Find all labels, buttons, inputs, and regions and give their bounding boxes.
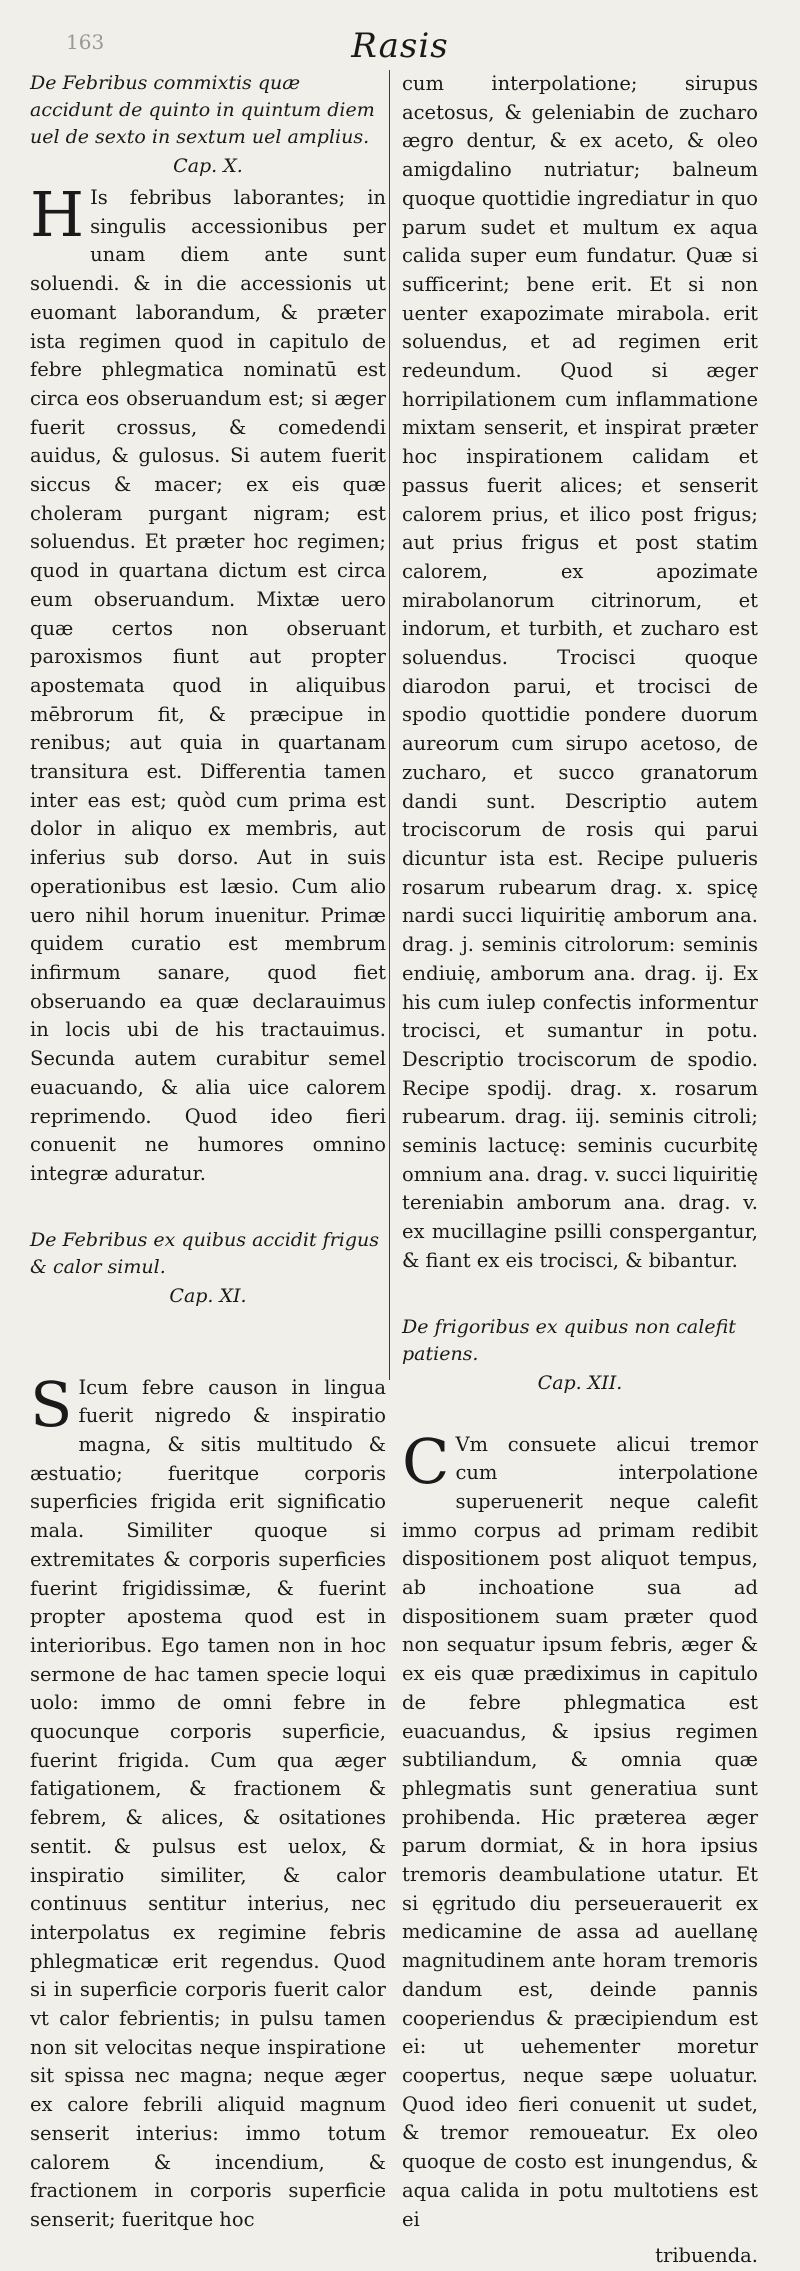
- chapter-xi-initial: S: [30, 1367, 73, 1441]
- chapter-xii-title: De frigoribus ex quibus non calefit patiens.: [402, 1315, 736, 1365]
- section-gap: [402, 1401, 758, 1431]
- chapter-xii-ending: tribuenda.: [655, 2244, 758, 2268]
- chapter-xii-body: [402, 1424, 758, 2235]
- chapter-xi-continuation: cum interpolatione; sirupus acetosus, & geleniabin de zucharo ægro dentur, & ex aceto, & oleo amigdalino nutriatur; balneum quoque quottidie ingrediatur in quo parum sudet et multum ex aqua calida super eum fundatur. Quæ si sufficerint; bene erit. Et si non uenter exapozimate mirabola. erit soluendus, et ad regimen erit redeundum. Quod si æger horripilationem cum inflammatione mixtam senserit, et inspirat præter hoc inspirationem calidam et passus fuerit alices; et senserit calorem prius, et ilico post frigus; aut prius frigus et post statim calorem, ex apozimate mirabolanorum citrinorum, et indorum, et turbith, et zucharo est soluendus. Trocisci quoque diarodon parui, et trocisci de spodio quottidie pondere duorum aureorum cum sirupo acetoso, de zucharo, et succo granatorum dandi sunt. Descriptio autem trociscorum de rosis qui parui dicuntur ista est. Recipe pulueris rosarum rubearum drag. x. spicę nardi succi liquiritię amborum ana. drag. j. seminis citrolorum: seminis endiuię, amborum ana. drag. ij. Ex his cum iulep confectis informentur trocisci, et sumantur in potu. Descriptio trociscorum de spodio. Recipe spodij. drag. x. rosarum rubearum. drag. iij. seminis citroli; seminis lactucę: seminis cucurbitę omnium ana. drag. v. succi liquiritię tereniabin amborum ana. drag. v. ex mucillagine psilli conspergantur, & fiant ex eis trocisci, & bibantur.: [402, 72, 758, 1272]
- chapter-xi-body: [30, 1367, 386, 2235]
- chapter-x-number: Cap. X.: [173, 155, 243, 177]
- chapter-x-initial: H: [30, 178, 85, 251]
- chapter-x-text: Is febribus laborantes; in singulis accessionibus per unam diem ante sunt soluendi. & in die accessionis ut euomant laborandum, & præter ista regimen quod in capitulo de febre phlegmatica nominatū est circa eos obseruandum est; si æger fuerit crossus, & comedendi auidus, & gulosus. Si autem fuerit siccus & macer; ex eis quæ choleram purgant nigram; est soluendus. Et præter hoc regimen; quod in quartana dictum est circa eum obseruandum. Mixtæ uero quæ certos non obseruant paroxismos fiunt aut propter apostemata quod in aliquibus mēbrorum fit, & præcipue in renibus; aut quia in quartanam transitura est. Differentia tamen inter eas est; quòd cum prima est dolor in aliquo ex membris, aut inferius sub dorso. Aut in suis operationibus est læsio. Cum alio uero nihil horum inuenitur. Primæ quidem curatio est membrum infirmum sanare, quod fiet obseruando ea quæ declarauimus in locis ubi de his tractauimus. Secunda autem curabitur semel euacuando, & alia uice calorem reprimendo. Quod ideo fieri conuenit ne humores omnino integræ aduratur.: [30, 186, 386, 1185]
- section-gap: [30, 1314, 386, 1374]
- section-gap: [402, 1284, 758, 1314]
- chapter-x-body: [30, 178, 386, 1189]
- left-column: [30, 70, 386, 2243]
- right-column: [402, 70, 758, 2271]
- chapter-x-title: De Febribus commixtis quæ accidunt de quinto in quintum diem uel de sexto in sextum uel amplius.: [30, 72, 375, 148]
- chapter-xi-number: Cap. XI.: [169, 1284, 247, 1307]
- column-divider: [389, 70, 390, 1380]
- chapter-xi-heading: [30, 1227, 386, 1310]
- page-number: 163: [66, 30, 105, 54]
- chapter-xii-heading: [402, 1314, 758, 1397]
- chapter-xii-text: Vm consuete alicui tremor cum interpolatione superuenerit neque calefit immo corpus ad primam redibit dispositionem post aliquot tempus, ab inchoatione sua ad dispositionem suam præter quod non sequatur ipsum febris, æger & ex eis quæ prædiximus in capitulo de febre phlegmatica est euacuandus, & ipsius regimen subtiliandum, & omnia quæ phlegmatis sunt generatiua sunt prohibenda. Hic præterea æger parum dormiat, & in hora ipsius tremoris deambulatione utatur. Et si ęgritudo diu perseuerauerit ex medicamine de assa ad auellanę magnitudinem ante horam tremoris dandum est, deinde pannis cooperiendus & præcipiendum est ei: ut uehementer moretur coopertus, neque sæpe uoluatur. Quod ideo fieri conuenit ut sudet, & tremor remoueatur. Ex oleo quoque de costo est inungendus, & aqua calida in potu multotiens est ei: [402, 1432, 758, 2231]
- chapter-x-heading: [30, 70, 386, 180]
- chapter-xii-number: Cap. XII.: [537, 1371, 623, 1394]
- section-gap: [30, 1197, 386, 1227]
- chapter-xi-title: De Febribus ex quibus accidit frigus & calor simul.: [30, 1228, 380, 1278]
- chapter-xii-initial: C: [402, 1424, 450, 1498]
- chapter-xi-text: Icum febre causon in lingua fuerit nigredo & inspiratio magna, & sitis multitudo & æstuatio; fueritque corporis superficies frigida erit significatio mala. Similiter quoque si extremitates & corporis superficies fuerint frigidissimæ, & fuerint propter apostema quod est in interioribus. Ego tamen non in hoc sermone de hac tamen specie loqui uolo: immo de omni febre in quocunque corporis superficie, fuerint frigida. Cum qua æger fatigationem, & fractionem & febrem, & alices, & ositationes sentit. & pulsus est uelox, & inspiratio similiter, & calor continuus sentitur interius, nec interpolatus ex regimine febris phlegmaticæ erit regendus. Quod si in superficie corporis fuerit calor vt calor febrientis; in pulsu tamen non sit velocitas neque inspiratione sit spissa nec magna; neque æger ex calore febrili aliquid magnum senserit interius: immo totum calorem & incendium, & fractionem in corporis superficie senserit; fueritque hoc: [30, 1375, 386, 2231]
- running-title: Rasis: [351, 26, 449, 66]
